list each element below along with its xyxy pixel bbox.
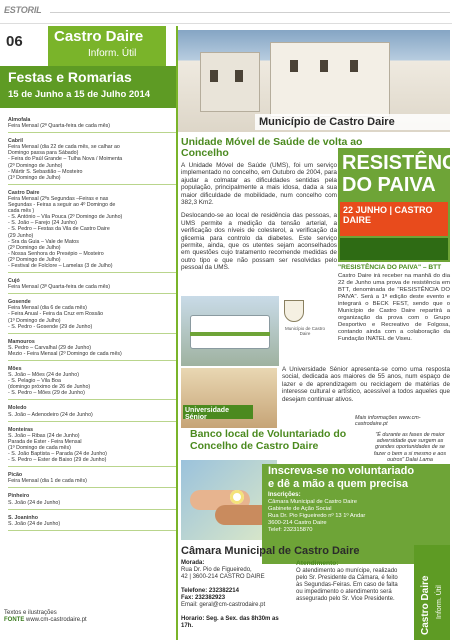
festa-line: - Festival de Folclore – Lamelas (3 de Julho)	[8, 262, 113, 269]
fonte-label: FONTE	[4, 617, 25, 623]
inscreva-line1: Inscreva-se no voluntariado	[268, 465, 415, 477]
festa-line: - Nossa Senhora do Presépio – Mosteiro	[8, 250, 104, 257]
festa-separator	[8, 272, 176, 273]
inscricoes-line: Telef: 232315870	[268, 527, 313, 533]
fonte-link[interactable]: www.cm-castrodaire.pt	[26, 617, 87, 623]
festa-location: Pinheiro	[8, 493, 30, 500]
festa-location: Cabril	[8, 138, 24, 145]
festa-line: S. Pedro – Carvalhal (29 de Junho)	[8, 344, 92, 351]
section-header	[48, 26, 166, 66]
side-tab-title: Castro Daire	[420, 575, 431, 635]
banco-title: Banco local de Voluntariado do Concelho de Castro Daire	[190, 428, 347, 452]
festa-separator	[8, 293, 176, 294]
festa-line: S. João – Adenodeiro (24 de Junho)	[8, 411, 93, 418]
atendimento-block	[296, 560, 404, 603]
festa-location: Monteiras	[8, 426, 34, 433]
poster-footer	[340, 238, 448, 260]
festa-location: Picão	[8, 472, 23, 479]
festa-line: (1º Domingo de Julho)	[8, 317, 61, 324]
festa-line: S. João (24 de Junho)	[8, 520, 61, 527]
atendimento-text: O atendimento ao munícipe, realizado pelo Sr. Presidente da Câmara, é feito às Segundas-Feiras. Em caso de falta ou impedimento o atendimento será assegurado pelo Sr. Vice Presidente.	[296, 568, 398, 602]
festa-location: S. Joaninho	[8, 514, 39, 521]
page-number: 06	[6, 33, 23, 50]
castle-building-left	[200, 52, 260, 112]
festa-line: S. João – Mões (24 de Junho)	[8, 372, 79, 379]
festas-dates: 15 de Junho a 15 de Julho 2014	[8, 89, 151, 100]
email-link[interactable]: Email: geral@cm-castrodaire.pt	[181, 602, 266, 608]
poster-line3: 22 JUNHO | CASTRO DAIRE	[340, 202, 448, 236]
window	[350, 60, 358, 72]
section-subtitle: Inform. Útil	[88, 48, 137, 59]
inscreva-line2: e dê a mão a quem precisa	[268, 478, 409, 490]
festa-line: S. João – Ribas (24 de Junho)	[8, 432, 80, 439]
festa-line: (1º Domingo de cada mês)	[8, 444, 71, 451]
festa-line: Feira Mensal (dia 1 de cada mês)	[8, 478, 87, 485]
festa-separator	[8, 399, 176, 400]
universidade-body: A Universidade Sénior apresenta-se como uma resposta social, dedicada aos maiores de 55 anos, num espaço de lazer e de aprendizagem ou reciclagem de matérias de interesse cultural e artístico, acessível a todos aqueles que desejam continuar ativos.	[282, 366, 450, 403]
window	[290, 60, 298, 72]
festa-line: - Feira do Paúl Grande – Tulha Nova / Moimenta	[8, 156, 123, 163]
festa-line: - S. João – Farejo (24 Junho)	[8, 220, 77, 227]
fax: Fax: 232382923	[181, 595, 226, 601]
inscricoes-label: Inscrições:	[268, 491, 301, 498]
header-rule	[50, 12, 450, 13]
unidade-paragraph-2: Deslocando-se ao local de residência das pessoas, a UMS permite a medição da tensão arterial, a verificação dos níveis de colesterol, a verificação da glicemia para controlo da diabetes. Este serviço permite, ainda, que os utentes sejam aconselhados em questões cujo tratamento recomende medidas de outro tipo e que não possam ser resolvidas pelo pessoal da UMS.	[181, 212, 337, 272]
inscricoes-line: Câmara Municipal de Castro Daire	[268, 499, 357, 505]
festa-line: (2º Domingo de Julho)	[8, 256, 61, 263]
festa-line: Parada de Ester - Feira Mensal	[8, 438, 82, 445]
festa-line: - S. João Baptista – Parada (24 de Junho)	[8, 451, 107, 458]
festa-separator	[8, 466, 176, 467]
crest-icon	[284, 300, 304, 322]
side-tab-subtitle: Inform. Útil	[436, 585, 443, 619]
festa-location: Mamouros	[8, 338, 35, 345]
window	[235, 70, 243, 82]
crest-caption: Município de Castro Daire	[284, 326, 326, 336]
unidade-title: Unidade Móvel de Saúde de volta ao Concelho	[181, 136, 363, 159]
festa-line: (2º Domingo de Junho)	[8, 162, 63, 169]
festa-line: - S. Pedro – Ester de Baixo (29 de Junho)	[8, 457, 107, 464]
window	[320, 60, 328, 72]
festa-separator	[8, 487, 176, 488]
festa-line: - Feira Anual - Feira da Cruz em Rossão	[8, 311, 104, 318]
btt-heading: "RESISTÊNCIA DO PAIVA" – BTT	[338, 264, 442, 271]
festa-line: cada mês )	[8, 208, 35, 215]
festas-title: Festas e Romarias	[8, 69, 132, 85]
festa-line: - S. Pedro – Mões (29 de Junho)	[8, 390, 85, 397]
camara-contacts	[181, 560, 291, 630]
festa-location: Castro Daire	[8, 189, 40, 196]
festa-location: Gosende	[8, 299, 31, 306]
inscricoes-line: Gabinete de Ação Social	[268, 506, 332, 512]
dalai-lama-quote: "É durante as fases de maior adversidade que surgem as grandes oportunidades de se fazer o bem a si mesmo e aos outros" Dalai Lama	[373, 432, 447, 463]
festa-separator	[8, 530, 176, 531]
inscricoes-line: 3600-214 Castro Daire	[268, 520, 327, 526]
btt-poster	[338, 148, 476, 262]
castle-building-right	[270, 42, 390, 117]
fonte-credit	[4, 610, 87, 624]
van-stripe	[190, 332, 270, 336]
poster-line2: DO PAIVA	[342, 174, 436, 196]
festa-line: (29 Junho)	[8, 232, 34, 239]
festa-line: Segundas - Feiras a seguir ao 4º Domingo de	[8, 202, 116, 209]
universidade-link[interactable]: Mais informações www.cm-castrodaire.pt	[355, 415, 421, 427]
festa-line: - Sra da Guia – Vale de Matos	[8, 238, 79, 245]
morada-line: Rua Dr. Pio de Figueiredo,	[181, 567, 252, 573]
universidade-label: Universidade Sénior	[183, 405, 253, 419]
btt-body: Castro Daire irá receber na manhã do dia 22 de Junho uma prova de resistência em BTT, denominada de "RESISTÊNCIA DO PAIVA". Será a 1ª edição deste evento e integrará o BECK FEST, sendo que o Município de Castro Daire repartirá a organização da prova com o Grupo Desportivo e Recreativo de Folgosa, contando ainda com a colaboração da Fundação INATEL de Viseu.	[338, 273, 450, 342]
festa-line: (domingo próximo de 26 de Junho)	[8, 384, 91, 391]
inscricoes-details	[268, 499, 365, 534]
telefone: Telefone: 232382214	[181, 588, 239, 594]
festa-line: - S. Pedro - Gosende (29 de Junho)	[8, 323, 93, 330]
festa-line: Mezio - Feira Mensal (2º Domingo de cada mês)	[8, 350, 122, 357]
municipio-caption: Município de Castro Daire	[255, 114, 450, 130]
festa-line: (2º Domingo de Julho)	[8, 244, 61, 251]
festa-line: - S. António – Vila Pouca (2º Domingo de Junho)	[8, 214, 123, 221]
festa-separator	[8, 132, 176, 133]
festa-line: Feira Mensal (dia 22 de cada mês, se calhar ao	[8, 144, 120, 151]
festa-separator	[8, 509, 176, 510]
festa-location: Moledo	[8, 405, 27, 412]
window	[210, 70, 218, 82]
festa-line: Domingo passa para Sábado)	[8, 150, 79, 157]
festa-line: - S. Pedro – Festas da Vila de Castro Daire	[8, 226, 110, 233]
festas-list	[8, 112, 176, 602]
unidade-paragraph-1: A Unidade Móvel de Saúde (UMS), foi um serviço implementado no concelho, em Outubro de 2004, para ajudar a colmatar as dificuldades sentidas pela população, principalmente a mais idosa, dada a sua maior dificuldade de mobilidade, num concelho com 382,3 Km2.	[181, 162, 337, 207]
unidade-body	[181, 162, 337, 278]
festa-separator	[8, 184, 176, 185]
festa-line: Feira Mensal (2ªs Segundas –Feiras e nas	[8, 195, 109, 202]
festa-location: Cujó	[8, 278, 20, 285]
festa-line: Feira Mensal (2ª Quarta-feira de cada mês)	[8, 123, 111, 130]
fonte-line2	[4, 617, 87, 624]
horario: Horario: Seg. a Sex. das 8h30m as 17h.	[181, 616, 279, 629]
poster-line1: RESISTÊNCIA	[342, 152, 476, 174]
festa-separator	[8, 360, 176, 361]
section-title: Castro Daire	[54, 28, 144, 45]
publication-logo: ESTORIL	[4, 5, 42, 15]
festa-location: Almofala	[8, 117, 31, 123]
flower-icon	[230, 490, 244, 504]
inscricoes-line: Rua Dr. Pio Figueiredo nº 13 1º Andar	[268, 513, 366, 519]
atendimento-label: Atendimento:	[296, 560, 339, 567]
festa-line: - Mártir S. Sebastião – Mosteiro	[8, 168, 83, 175]
festa-line: Feira Mensal (3ª Quarta-feira de cada mês)	[8, 284, 111, 291]
festa-line: S. João (24 de Junho)	[8, 499, 61, 506]
festas-banner	[0, 66, 176, 108]
side-tab	[414, 545, 450, 640]
festa-location: Mões	[8, 366, 22, 372]
festa-line: Feira Mensal (dia 6 de cada mês)	[8, 305, 87, 312]
fonte-line1: Textos e ilustrações	[4, 610, 57, 616]
festa-separator	[8, 421, 176, 422]
camara-title: Câmara Municipal de Castro Daire	[181, 545, 360, 557]
festa-separator	[8, 333, 176, 334]
festa-line: - S. Pelagio – Vila Boa	[8, 378, 61, 385]
morada-line: 42 | 3600-214 CASTRO DAIRE	[181, 574, 265, 580]
morada-label: Morada:	[181, 560, 205, 566]
festa-line: (1º Domingo de Julho)	[8, 174, 61, 181]
